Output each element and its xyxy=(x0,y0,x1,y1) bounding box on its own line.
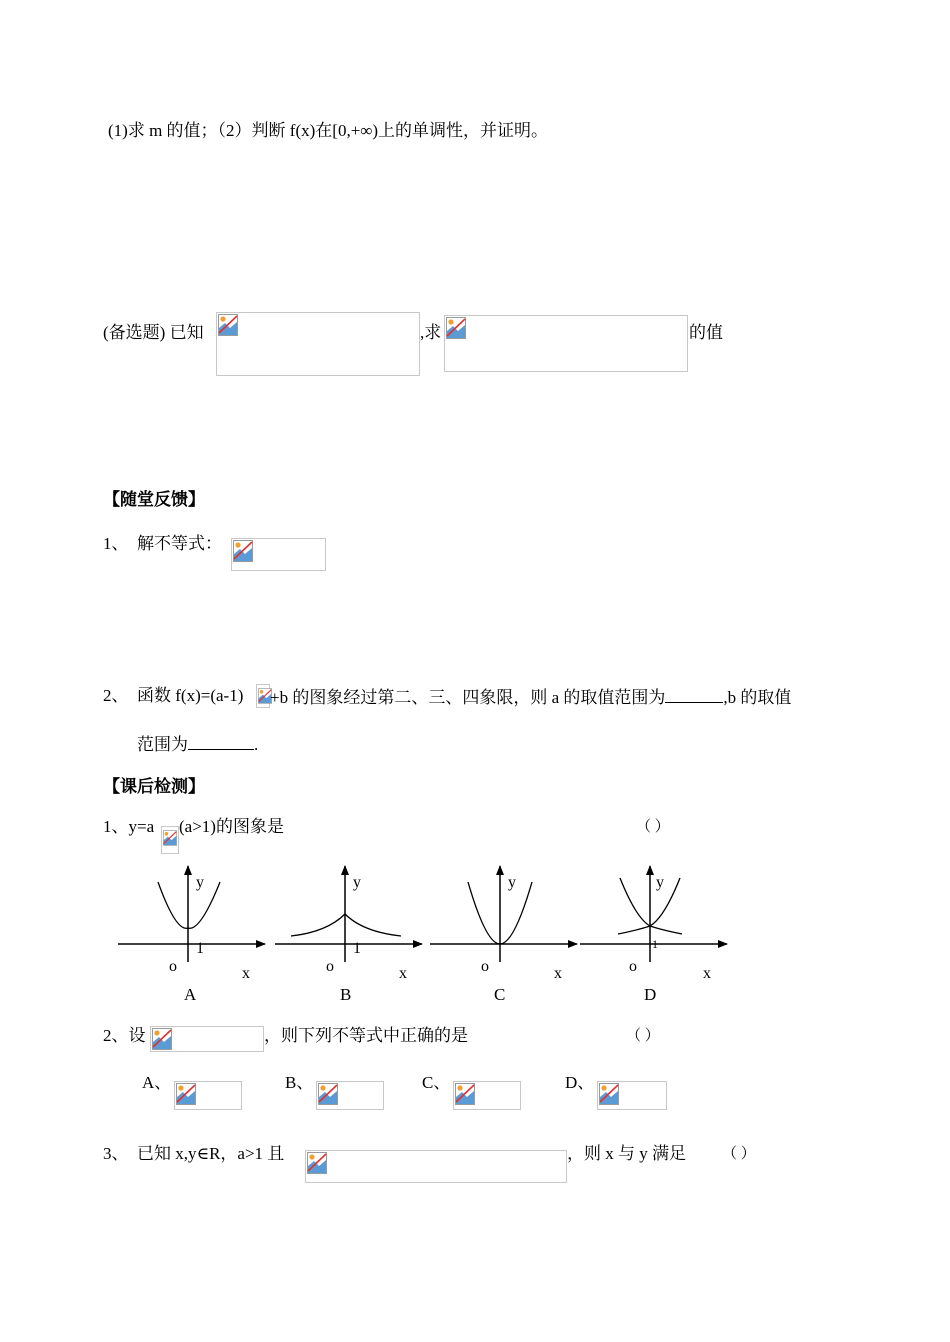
homework-q2-text-b: ，则下列不等式中正确的是 xyxy=(264,1026,468,1045)
condition-image-q3 xyxy=(305,1150,567,1183)
origin-label: o xyxy=(326,958,334,975)
broken-image-icon xyxy=(446,317,466,339)
y-label: y xyxy=(656,874,664,891)
homework-q3-answer-paren: （ ） xyxy=(722,1146,756,1162)
broken-image-icon xyxy=(152,1028,172,1050)
broken-image-icon xyxy=(163,828,177,848)
broken-image-icon xyxy=(455,1083,475,1105)
question-text-m-value: (1)求 m 的值；（2）判断 f(x)在[0,+∞)上的单调性，并证明。 xyxy=(108,121,549,140)
answer-blank-a xyxy=(665,686,723,703)
option-c-label: C、 xyxy=(422,1073,451,1092)
option-b-image xyxy=(316,1081,384,1110)
condition-image xyxy=(150,1026,264,1052)
broken-image-icon xyxy=(307,1152,327,1174)
homework-q3-text-b: ，则 x 与 y 满足 xyxy=(567,1144,686,1163)
option-d-image xyxy=(597,1081,667,1110)
section-heading-homework: 【课后检测】 xyxy=(103,777,205,796)
origin-label: o xyxy=(629,958,637,975)
feedback-q2-text-c: ,b 的取值 xyxy=(723,688,792,707)
section-heading-feedback: 【随堂反馈】 xyxy=(103,490,205,509)
broken-image-icon xyxy=(218,314,238,336)
graph-b-caption: B xyxy=(340,985,352,1004)
formula-image-given xyxy=(216,312,420,376)
feedback-q1-label: 1、 xyxy=(103,534,129,553)
graph-b xyxy=(267,862,432,982)
curve xyxy=(291,914,401,936)
homework-q1-text-b: (a>1)的图象是 xyxy=(179,817,284,836)
origin-label: o xyxy=(481,958,489,975)
option-c-image xyxy=(453,1081,521,1110)
option-a-image xyxy=(174,1081,242,1110)
graph-c xyxy=(422,862,587,982)
option-a-label: A、 xyxy=(142,1073,172,1092)
broken-image-icon xyxy=(233,540,253,562)
feedback-q2-text-b xyxy=(270,686,791,708)
optional-question-mid: ,求 xyxy=(420,323,442,342)
one-label: 1 xyxy=(353,940,361,957)
homework-q2-text-a: 2、设 xyxy=(103,1026,146,1045)
y-label: y xyxy=(353,874,361,891)
option-d-label: D、 xyxy=(565,1073,595,1092)
answer-blank-b xyxy=(188,733,254,750)
y-label: y xyxy=(196,874,204,891)
exponent-image-homework xyxy=(161,826,179,854)
broken-image-icon xyxy=(599,1083,619,1105)
x-label: x xyxy=(399,965,407,982)
graph-a xyxy=(110,862,275,982)
broken-image-icon xyxy=(318,1083,338,1105)
curve xyxy=(158,882,220,928)
optional-question-prefix: (备选题) 已知 xyxy=(103,323,204,342)
feedback-q2-label: 2、 xyxy=(103,686,129,705)
y-label: y xyxy=(508,874,516,891)
homework-q1-text-a: 1、y=a xyxy=(103,817,155,836)
graph-d xyxy=(572,862,737,982)
optional-question-suffix: 的值 xyxy=(689,323,723,342)
x-label: x xyxy=(242,965,250,982)
x-label: x xyxy=(554,965,562,982)
one-label: 1 xyxy=(196,940,204,957)
feedback-q2-text-a: 函数 f(x)=(a-1) xyxy=(137,686,244,705)
exponent-image xyxy=(256,684,270,708)
formula-image-find xyxy=(444,315,688,372)
inequality-image xyxy=(231,538,326,571)
homework-q2-answer-paren: （ ） xyxy=(626,1028,660,1044)
graph-a-caption: A xyxy=(184,985,197,1004)
origin-label: o xyxy=(169,958,177,975)
broken-image-icon xyxy=(176,1083,196,1105)
one-label: 1 xyxy=(652,937,658,951)
feedback-q2-line2-b: . xyxy=(254,735,259,754)
feedback-q2-line2 xyxy=(137,733,258,755)
graph-c-caption: C xyxy=(494,985,506,1004)
homework-q3-text-a: 已知 x,y∈R，a>1 且 xyxy=(137,1144,285,1163)
option-b-label: B、 xyxy=(285,1073,314,1092)
feedback-q1-text: 解不等式： xyxy=(137,534,222,553)
homework-q3-label: 3、 xyxy=(103,1144,129,1163)
feedback-q2-line2-a: 范围为 xyxy=(137,735,188,754)
feedback-q2-text-b-main: +b 的图象经过第二、三、四象限，则 a 的取值范围为 xyxy=(270,688,666,707)
graph-d-caption: D xyxy=(644,985,657,1004)
homework-q1-answer-paren: （ ） xyxy=(636,819,670,835)
x-label: x xyxy=(703,965,711,982)
